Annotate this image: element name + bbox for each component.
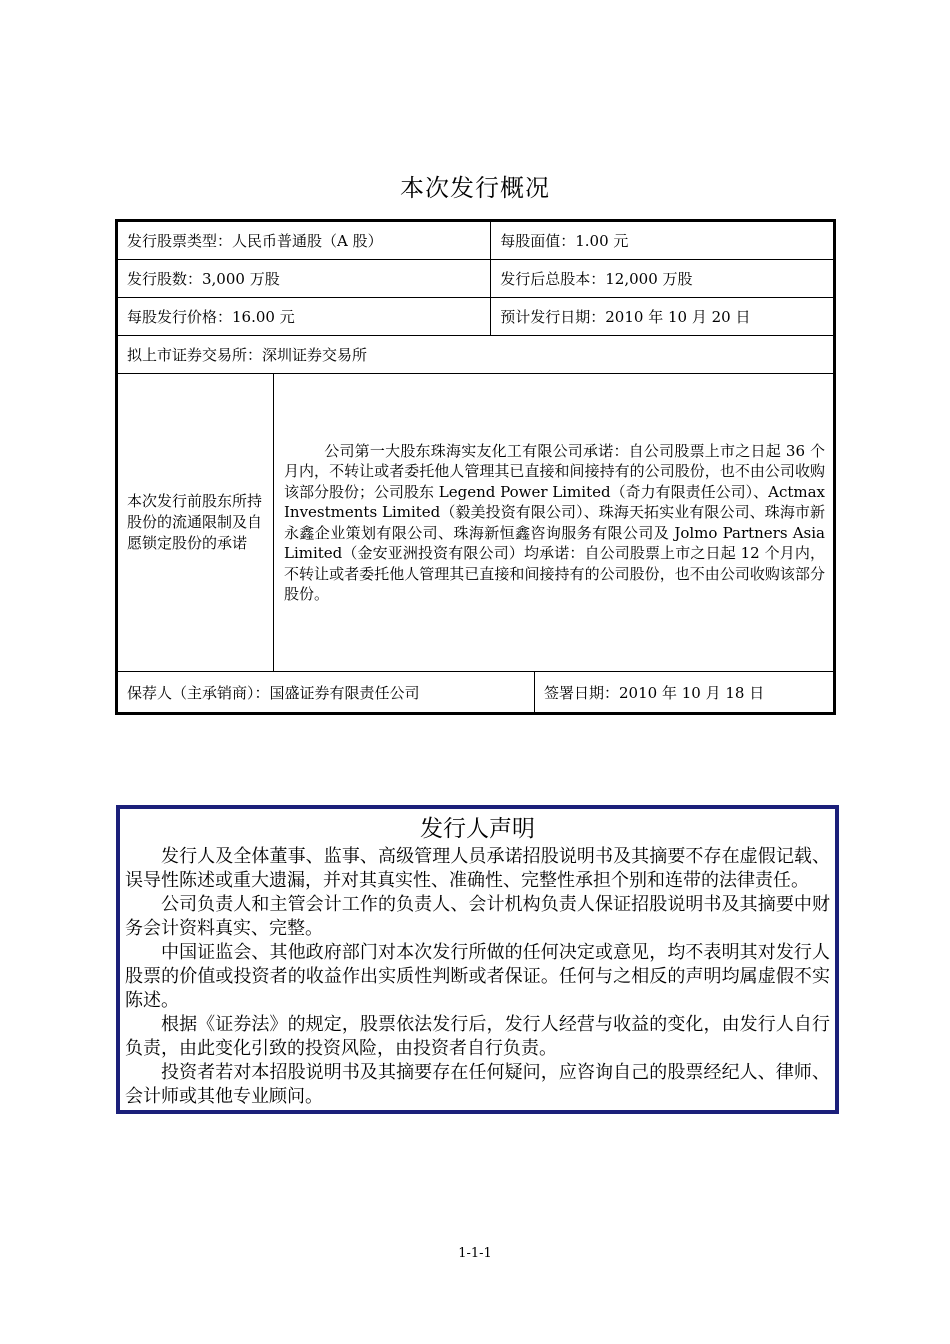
declaration-paragraph: 投资者若对本招股说明书及其摘要存在任何疑问，应咨询自己的股票经纪人、律师、会计师或其他专业顾问。: [125, 1062, 830, 1107]
page-number: 1-1-1: [458, 1246, 492, 1261]
table-row: [117, 221, 835, 260]
declaration-paragraph: 公司负责人和主管会计工作的负责人、会计机构负责人保证招股说明书及其摘要中财务会计资料真实、完整。: [125, 894, 830, 939]
stock-type-cell: 发行股票类型：人民币普通股（A 股）: [117, 221, 491, 260]
par-value-cell: 每股面值：1.00 元: [491, 221, 835, 260]
declaration-title: 发行人声明: [420, 816, 535, 842]
issuance-overview-table: [115, 219, 836, 715]
sponsor-cell: 保荐人（主承销商）：国盛证券有限责任公司: [118, 672, 535, 712]
lockup-text-cell: [274, 374, 835, 672]
sponsor-row-cell: [117, 672, 835, 714]
table-row: [117, 374, 835, 672]
declaration-paragraph: 发行人及全体董事、监事、高级管理人员承诺招股说明书及其摘要不存在虚假记载、误导性陈述或重大遗漏，并对其真实性、准确性、完整性承担个别和连带的法律责任。: [125, 846, 830, 891]
lockup-label-cell: 本次发行前股东所持股份的流通限制及自愿锁定股份的承诺: [117, 374, 274, 672]
expected-date-cell: 预计发行日期：2010 年 10 月 20 日: [491, 298, 835, 336]
exchange-cell: 拟上市证券交易所：深圳证券交易所: [117, 336, 835, 374]
issue-price-cell: 每股发行价格：16.00 元: [117, 298, 491, 336]
shares-issued-cell: 发行股数：3,000 万股: [117, 260, 491, 298]
table-row: [117, 672, 835, 714]
total-shares-cell: 发行后总股本：12,000 万股: [491, 260, 835, 298]
declaration-paragraph: 中国证监会、其他政府部门对本次发行所做的任何决定或意见，均不表明其对发行人股票的价值或投资者的收益作出实质性判断或者保证。任何与之相反的声明均属虚假不实陈述。: [125, 942, 830, 1011]
lockup-text: 公司第一大股东珠海实友化工有限公司承诺：自公司股票上市之日起 36 个月内，不转让或者委托他人管理其已直接和间接持有的公司股份，也不由公司收购该部分股份；公司股东 Legend Power Limited（奇力有限责任公司）、Actmax Investments Limited（毅美投资有限公司）、珠海天拓实业有限公司、珠海市新永鑫企业策划有限公司、珠海新恒鑫咨询服务有限公司及 Jolmo Partners Asia Limited（金安亚洲投资有限公司）均承诺：自公司股票上市之日起 12 个月内，不转让或者委托他人管理其已直接和间接持有的公司股份，也不由公司收购该部分股份。: [284, 441, 825, 603]
issuer-declaration-box: [116, 805, 839, 1114]
table-row: [117, 336, 835, 374]
page-title: 本次发行概况: [400, 174, 550, 202]
table-row: [117, 298, 835, 336]
declaration-paragraph: 根据《证券法》的规定，股票依法发行后，发行人经营与收益的变化，由发行人自行负责，由此变化引致的投资风险，由投资者自行负责。: [125, 1014, 830, 1059]
sign-date-cell: 签署日期：2010 年 10 月 18 日: [544, 683, 765, 702]
table-row: [117, 260, 835, 298]
